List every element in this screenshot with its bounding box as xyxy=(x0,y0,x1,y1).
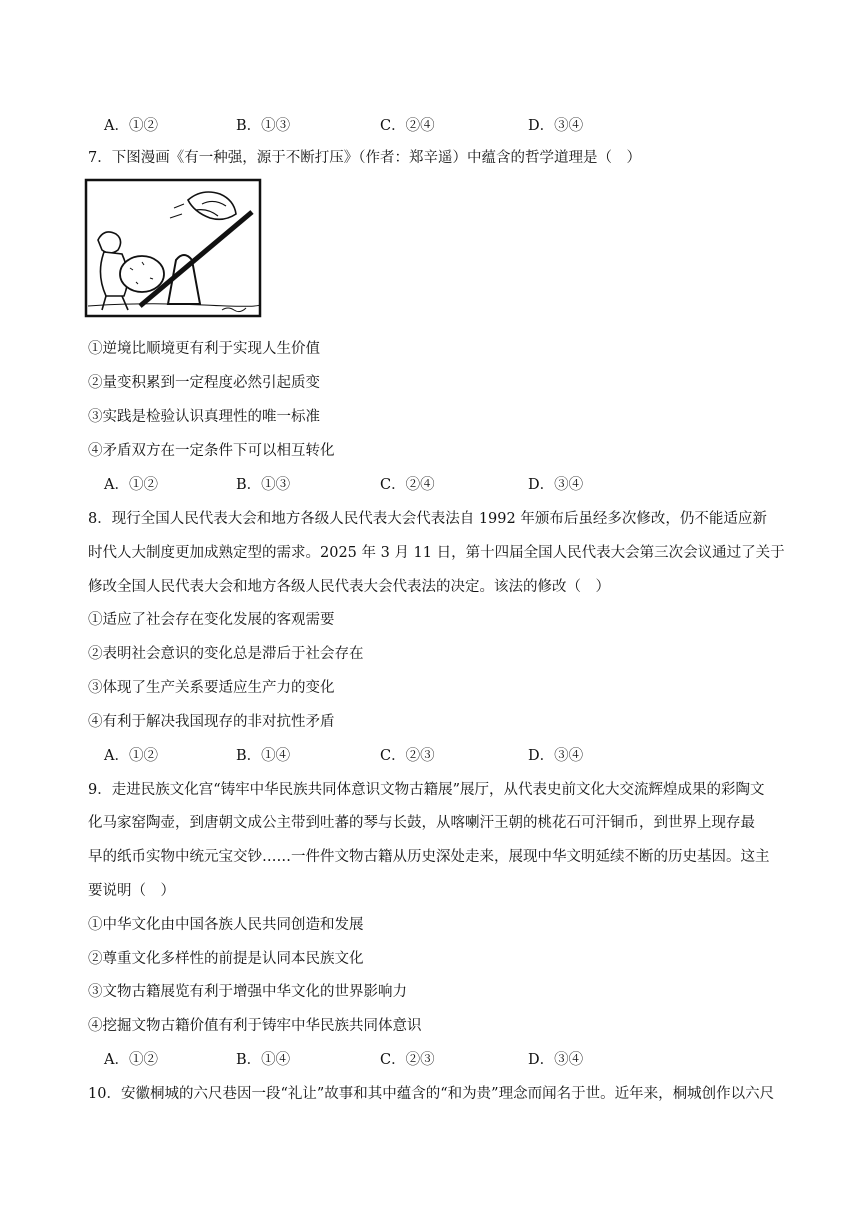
q7-option-d: D．③④ xyxy=(528,477,584,493)
q9-item-4: ④挖掘文物古籍价值有利于铸牢中华民族共同体意识 xyxy=(88,1018,422,1034)
q7-item-4: ④矛盾双方在一定条件下可以相互转化 xyxy=(88,443,335,459)
q6-options xyxy=(104,114,704,134)
q9-option-a: A．①② xyxy=(104,1052,158,1068)
q7-stem: 7．下图漫画《有一种强，源于不断打压》（作者：郑辛遥）中蕴含的哲学道理是（ ） xyxy=(88,150,641,166)
q8-option-c: C．②③ xyxy=(380,748,435,764)
q8-option-d: D．③④ xyxy=(528,748,584,764)
q7-option-b: B．①③ xyxy=(236,477,291,493)
q8-stem-line-3: 修改全国人民代表大会和地方各级人民代表大会代表法的决定。该法的修改（ ） xyxy=(88,579,610,595)
q8-item-1: ①适应了社会存在变化发展的客观需要 xyxy=(88,612,335,628)
q9-option-c: C．②③ xyxy=(380,1052,435,1068)
q9-stem-line-2: 化马家窑陶壶，到唐朝文成公主带到吐蕃的琴与长鼓，从喀喇汗王朝的桃花石可汗铜币，到世界上现存最 xyxy=(88,815,755,831)
q9-item-3: ③文物古籍展览有利于增强中华文化的世界影响力 xyxy=(88,984,407,1000)
q9-item-2: ②尊重文化多样性的前提是认同本民族文化 xyxy=(88,951,364,967)
q6-option-d: D．③④ xyxy=(528,118,584,134)
q8-options xyxy=(104,744,704,764)
q6-option-b: B．①③ xyxy=(236,118,291,134)
q9-item-1: ①中华文化由中国各族人民共同创造和发展 xyxy=(88,917,364,933)
q10-stem-line-1: 10．安徽桐城的六尺巷因一段“礼让”故事和其中蕴含的“和为贵”理念而闻名于世。近年来，桐城创作以六尺 xyxy=(88,1086,775,1102)
cartoon-image xyxy=(84,178,262,322)
q8-option-a: A．①② xyxy=(104,748,158,764)
q7-item-3: ③实践是检验认识真理性的唯一标准 xyxy=(88,409,320,425)
q6-option-c: C．②④ xyxy=(380,118,435,134)
q9-option-b: B．①④ xyxy=(236,1052,291,1068)
q9-stem-line-4: 要说明（ ） xyxy=(88,883,175,899)
q6-option-a: A．①② xyxy=(104,118,158,134)
q8-item-4: ④有利于解决我国现存的非对抗性矛盾 xyxy=(88,714,335,730)
q8-option-b: B．①④ xyxy=(236,748,291,764)
q7-item-1: ①逆境比顺境更有利于实现人生价值 xyxy=(88,341,320,357)
q7-option-a: A．①② xyxy=(104,477,158,493)
q8-stem-line-2: 时代人大制度更加成熟定型的需求。2025 年 3 月 11 日，第十四届全国人民代表大会第三次会议通过了关于 xyxy=(88,545,785,561)
q9-stem-line-1: 9．走进民族文化宫“铸牢中华民族共同体意识文物古籍展”展厅，从代表史前文化大交流辉煌成果的彩陶文 xyxy=(88,782,765,798)
q8-item-3: ③体现了生产关系要适应生产力的变化 xyxy=(88,680,335,696)
q7-options xyxy=(104,473,704,493)
q8-item-2: ②表明社会意识的变化总是滞后于社会存在 xyxy=(88,646,364,662)
q9-stem-line-3: 早的纸币实物中统元宝交钞……一件件文物古籍从历史深处走来，展现中华文明延续不断的历史基因。这主 xyxy=(88,849,770,865)
q7-item-2: ②量变积累到一定程度必然引起质变 xyxy=(88,375,320,391)
q9-options xyxy=(104,1048,704,1068)
q9-option-d: D．③④ xyxy=(528,1052,584,1068)
q8-stem-line-1: 8．现行全国人民代表大会和地方各级人民代表大会代表法自 1992 年颁布后虽经多次修改，仍不能适应新 xyxy=(88,511,767,527)
q7-option-c: C．②④ xyxy=(380,477,435,493)
